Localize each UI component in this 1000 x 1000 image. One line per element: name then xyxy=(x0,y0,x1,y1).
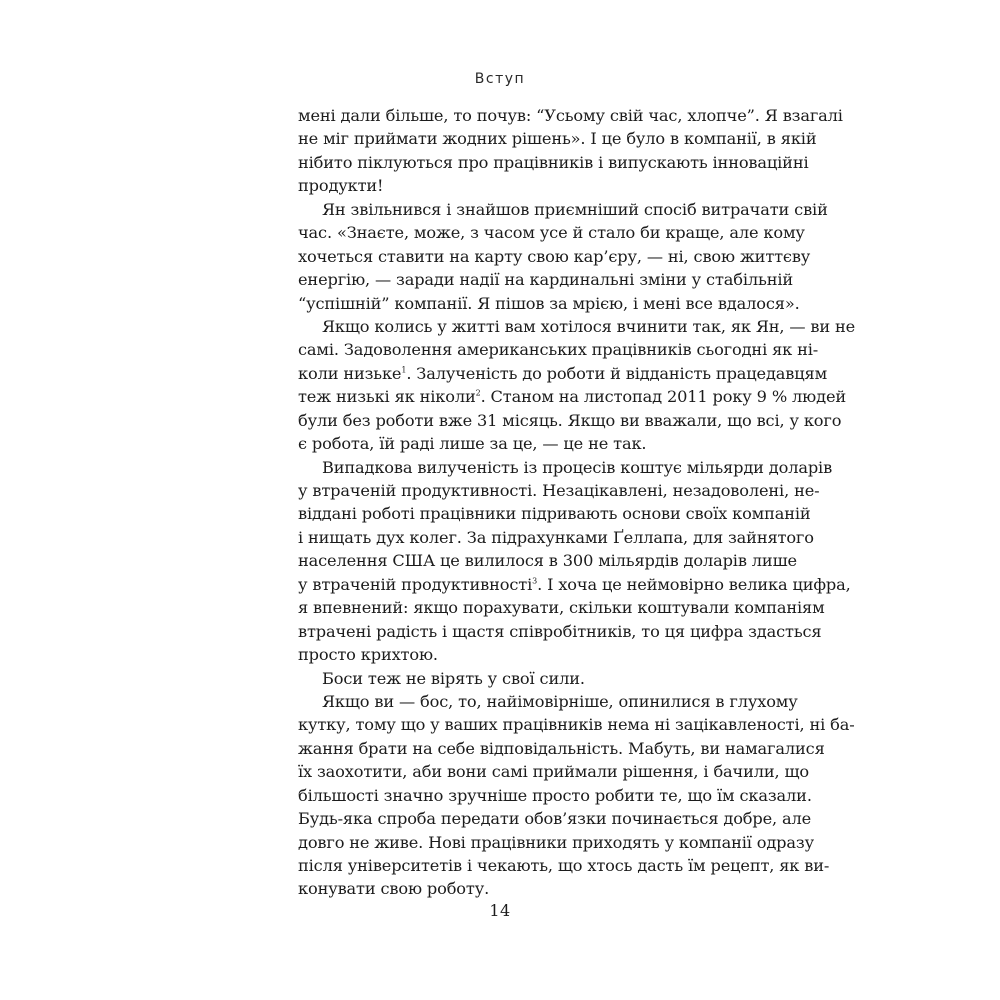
line-text: конувати свою роботу. xyxy=(298,879,490,899)
footnote-marker: 2 xyxy=(475,388,481,398)
text-line xyxy=(298,338,819,361)
text-line xyxy=(298,713,855,736)
line-text: їх заохотити, аби вони самі приймали рішення, і бачили, що xyxy=(298,762,809,782)
text-line xyxy=(298,596,825,619)
line-text: Випадкова вилученість із процесів коштує мільярди доларів xyxy=(322,457,833,477)
footnote-marker: 3 xyxy=(532,576,538,586)
text-line xyxy=(298,104,843,127)
text-line xyxy=(298,456,833,479)
line-text: кутку, тому що у ваших працівників нема ні зацікавленості, ні ба- xyxy=(298,715,855,735)
text-line xyxy=(298,620,822,643)
text-line xyxy=(298,760,809,783)
line-text: у втраченій продуктивності. Незацікавлені, незадоволені, не- xyxy=(298,481,820,500)
text-line xyxy=(298,198,828,221)
text-line xyxy=(298,221,805,244)
text-line xyxy=(298,245,811,268)
text-line xyxy=(298,877,766,900)
text-line xyxy=(298,667,766,690)
line-text: після університетів і чекають, що хтось дасть їм рецепт, як ви- xyxy=(298,856,830,875)
text-line xyxy=(298,784,812,807)
line-text: віддані роботі працівники підривають основи своїх компаній xyxy=(298,504,811,524)
text-line xyxy=(298,432,766,455)
line-text: довго не живе. Нові працівники приходять у компанії одразу xyxy=(298,832,814,852)
line-text: “успішній” компанії. Я пішов за мрією, і мені все вдалося». xyxy=(298,293,800,313)
text-line xyxy=(298,854,830,877)
text-line xyxy=(298,737,825,760)
line-text: Боси теж не вірять у свої сили. xyxy=(322,668,585,688)
line-text: теж низькі як ніколи xyxy=(298,387,476,407)
text-line xyxy=(298,174,766,197)
text-line xyxy=(298,151,809,174)
line-text: у втраченій продуктивності xyxy=(298,574,533,594)
text-line xyxy=(298,409,842,432)
text-line xyxy=(298,292,800,315)
line-text: були без роботи вже 31 місяць. Якщо ви вважали, що всі, у кого xyxy=(298,410,842,430)
line-text: жання брати на себе відповідальність. Мабуть, ви намагалися xyxy=(298,738,825,758)
text-line xyxy=(298,807,812,830)
line-text: самі. Задоволення американських працівників сьогодні як ні- xyxy=(298,340,819,360)
line-text: час. «Знаєте, може, з часом усе й стало би краще, але кому xyxy=(298,223,805,243)
text-line xyxy=(298,362,828,385)
line-text: і нищать дух колег. За підрахунками Ґеллапа, для зайнятого xyxy=(298,527,814,547)
line-text: не міг приймати жодних рішень». І це було в компанії, в якій xyxy=(298,129,817,149)
body-text xyxy=(298,104,856,901)
line-text: Будь-яка спроба передати обов’язки починається добре, але xyxy=(298,809,812,829)
line-text: Якщо колись у житті вам хотілося вчинити так, як Ян, — ви не xyxy=(322,316,856,336)
text-line xyxy=(298,502,811,525)
text-line xyxy=(298,549,797,572)
line-text: більшості значно зручніше просто робити те, що їм сказали. xyxy=(298,785,812,805)
line-text-continued: . І хоча це неймовірно велика цифра, xyxy=(537,574,851,594)
text-line xyxy=(298,573,851,596)
footnote-marker: 1 xyxy=(401,365,407,375)
text-line xyxy=(298,479,820,502)
line-text: просто крихтою. xyxy=(298,645,438,665)
line-text: втрачені радість і щастя співробітників, то ця цифра здасться xyxy=(298,621,822,641)
line-text: коли низьке xyxy=(298,363,402,383)
text-line xyxy=(298,127,817,150)
running-head: Вступ xyxy=(474,71,526,87)
line-text: енергію, — заради надії на кардинальні зміни у стабільній xyxy=(298,270,793,290)
text-line xyxy=(298,268,793,291)
text-line xyxy=(298,526,814,549)
line-text: Якщо ви — бос, то, найімовірніше, опинилися в глухому xyxy=(322,691,798,711)
line-text-continued: . Станом на листопад 2011 року 9 % людей xyxy=(480,387,847,407)
line-text: мені дали більше, то почув: “Усьому свій час, хлопче”. Я взагалі xyxy=(298,106,843,125)
line-text: Ян звільнився і знайшов приємніший спосіб витрачати свій xyxy=(322,199,828,219)
text-line xyxy=(298,315,856,338)
line-text: хочеться ставити на карту свою кар’єру, — ні, свою життєву xyxy=(298,246,811,266)
text-line xyxy=(298,643,766,666)
line-text: я впевнений: якщо порахувати, скільки коштували компаніям xyxy=(298,598,825,618)
text-line xyxy=(298,690,798,713)
line-text: є робота, їй раді лише за це, — це не так. xyxy=(298,434,647,454)
line-text-continued: . Залученість до роботи й відданість працедавцям xyxy=(406,363,828,383)
page-number: 14 xyxy=(489,901,511,920)
text-line xyxy=(298,385,847,408)
line-text: нібито піклуються про працівників і випускають інноваційні xyxy=(298,152,809,172)
line-text: населення США це вилилося в 300 мільярдів доларів лише xyxy=(298,551,797,571)
line-text: продукти! xyxy=(298,176,384,196)
text-line xyxy=(298,831,814,854)
